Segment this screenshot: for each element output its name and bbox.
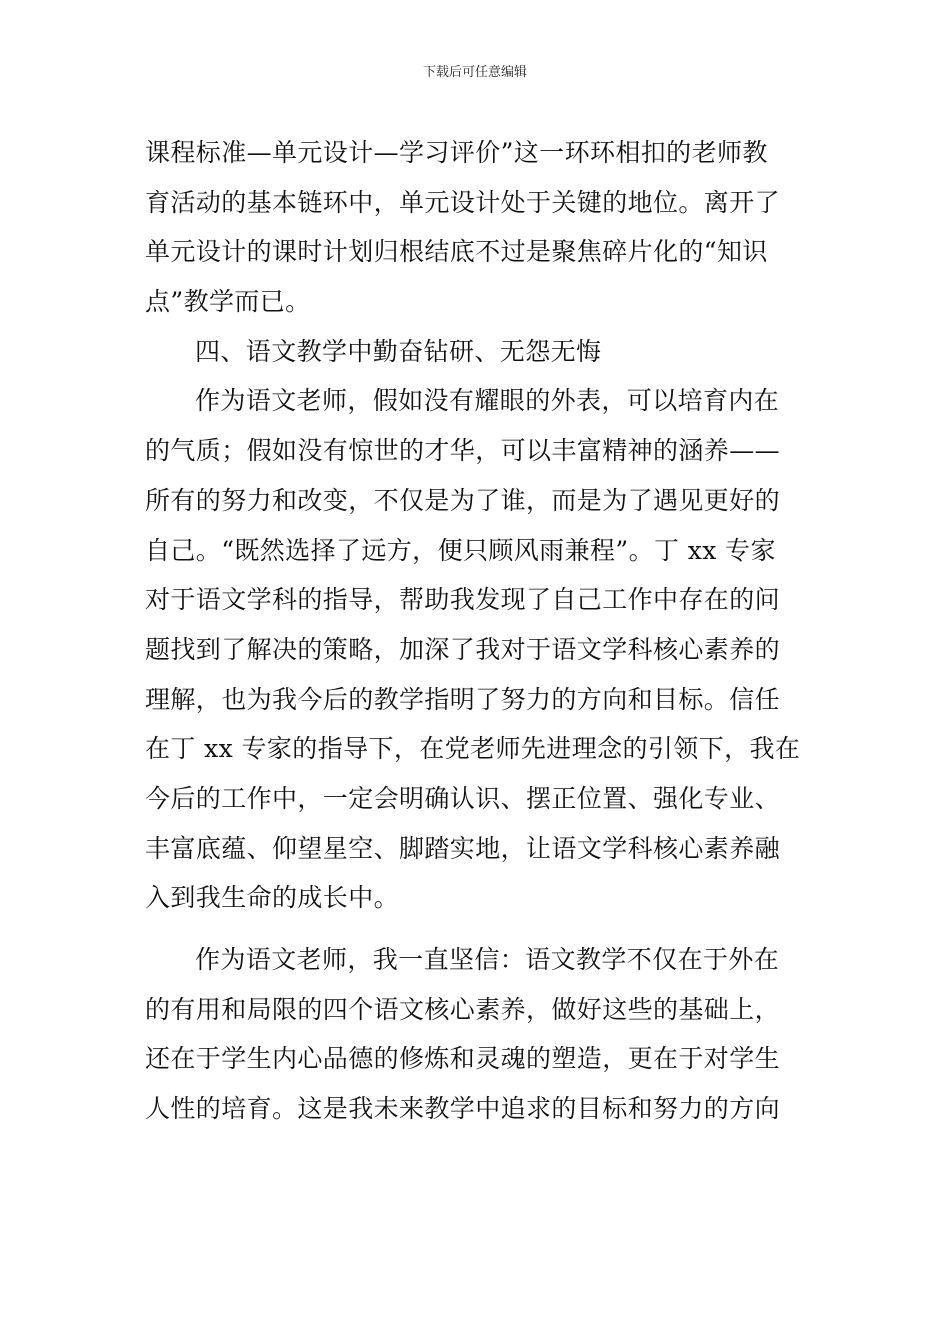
text-line: 所有的努力和改变，不仅是为了谁，而是为了遇见更好的 xyxy=(145,485,781,515)
text-line: 入到我生命的成长中。 xyxy=(145,883,400,913)
page-header: 下载后可任意编辑 xyxy=(422,65,527,80)
text-line: 的气质；假如没有惊世的才华，可以丰富精神的涵养—— xyxy=(145,436,781,466)
section-heading: 四、语文教学中勤奋钻研、无怨无悔 xyxy=(195,336,602,366)
text-line: 今后的工作中，一定会明确认识、摆正位置、强化专业、 xyxy=(145,783,781,813)
text-line: 课程标准—单元设计—学习评价”这一环环相扣的老师教 xyxy=(145,138,768,167)
text-line: 作为语文老师，假如没有耀眼的外表，可以培育内在 xyxy=(195,386,780,416)
text-line: 自己。“既然选择了远方，便只顾风雨兼程”。丁 xx 专家 xyxy=(145,535,776,565)
text-line: 人性的培育。这是我未来教学中追求的目标和努力的方向 xyxy=(145,1094,781,1124)
paragraph-gap xyxy=(145,923,810,935)
text-line: 在丁 xx 专家的指导下，在党老师先进理念的引领下，我在 xyxy=(145,734,801,764)
text-line: 作为语文老师，我一直坚信：语文教学不仅在于外在 xyxy=(195,945,780,974)
text-line: 丰富底蕴、仰望星空、脚踏实地，让语文学科核心素养融 xyxy=(145,833,781,863)
text-line: 还在于学生内心品德的修炼和灵魂的塑造，更在于对学生 xyxy=(145,1044,781,1074)
text-line: 点”教学而已。 xyxy=(145,287,311,317)
text-line: 题找到了解决的策略，加深了我对于语文学科核心素养的 xyxy=(145,634,781,664)
text-line: 对于语文学科的指导，帮助我发现了自己工作中存在的问 xyxy=(145,585,781,615)
text-line: 育活动的基本链环中，单元设计处于关键的地位。离开了 xyxy=(145,187,781,217)
text-line: 理解，也为我今后的教学指明了努力的方向和目标。信任 xyxy=(145,684,781,714)
text-line: 的有用和局限的四个语文核心素养，做好这些的基础上， xyxy=(145,994,781,1024)
text-line: 单元设计的课时计划归根结底不过是聚焦碎片化的“知识 xyxy=(145,237,768,267)
document-body xyxy=(145,128,810,1134)
